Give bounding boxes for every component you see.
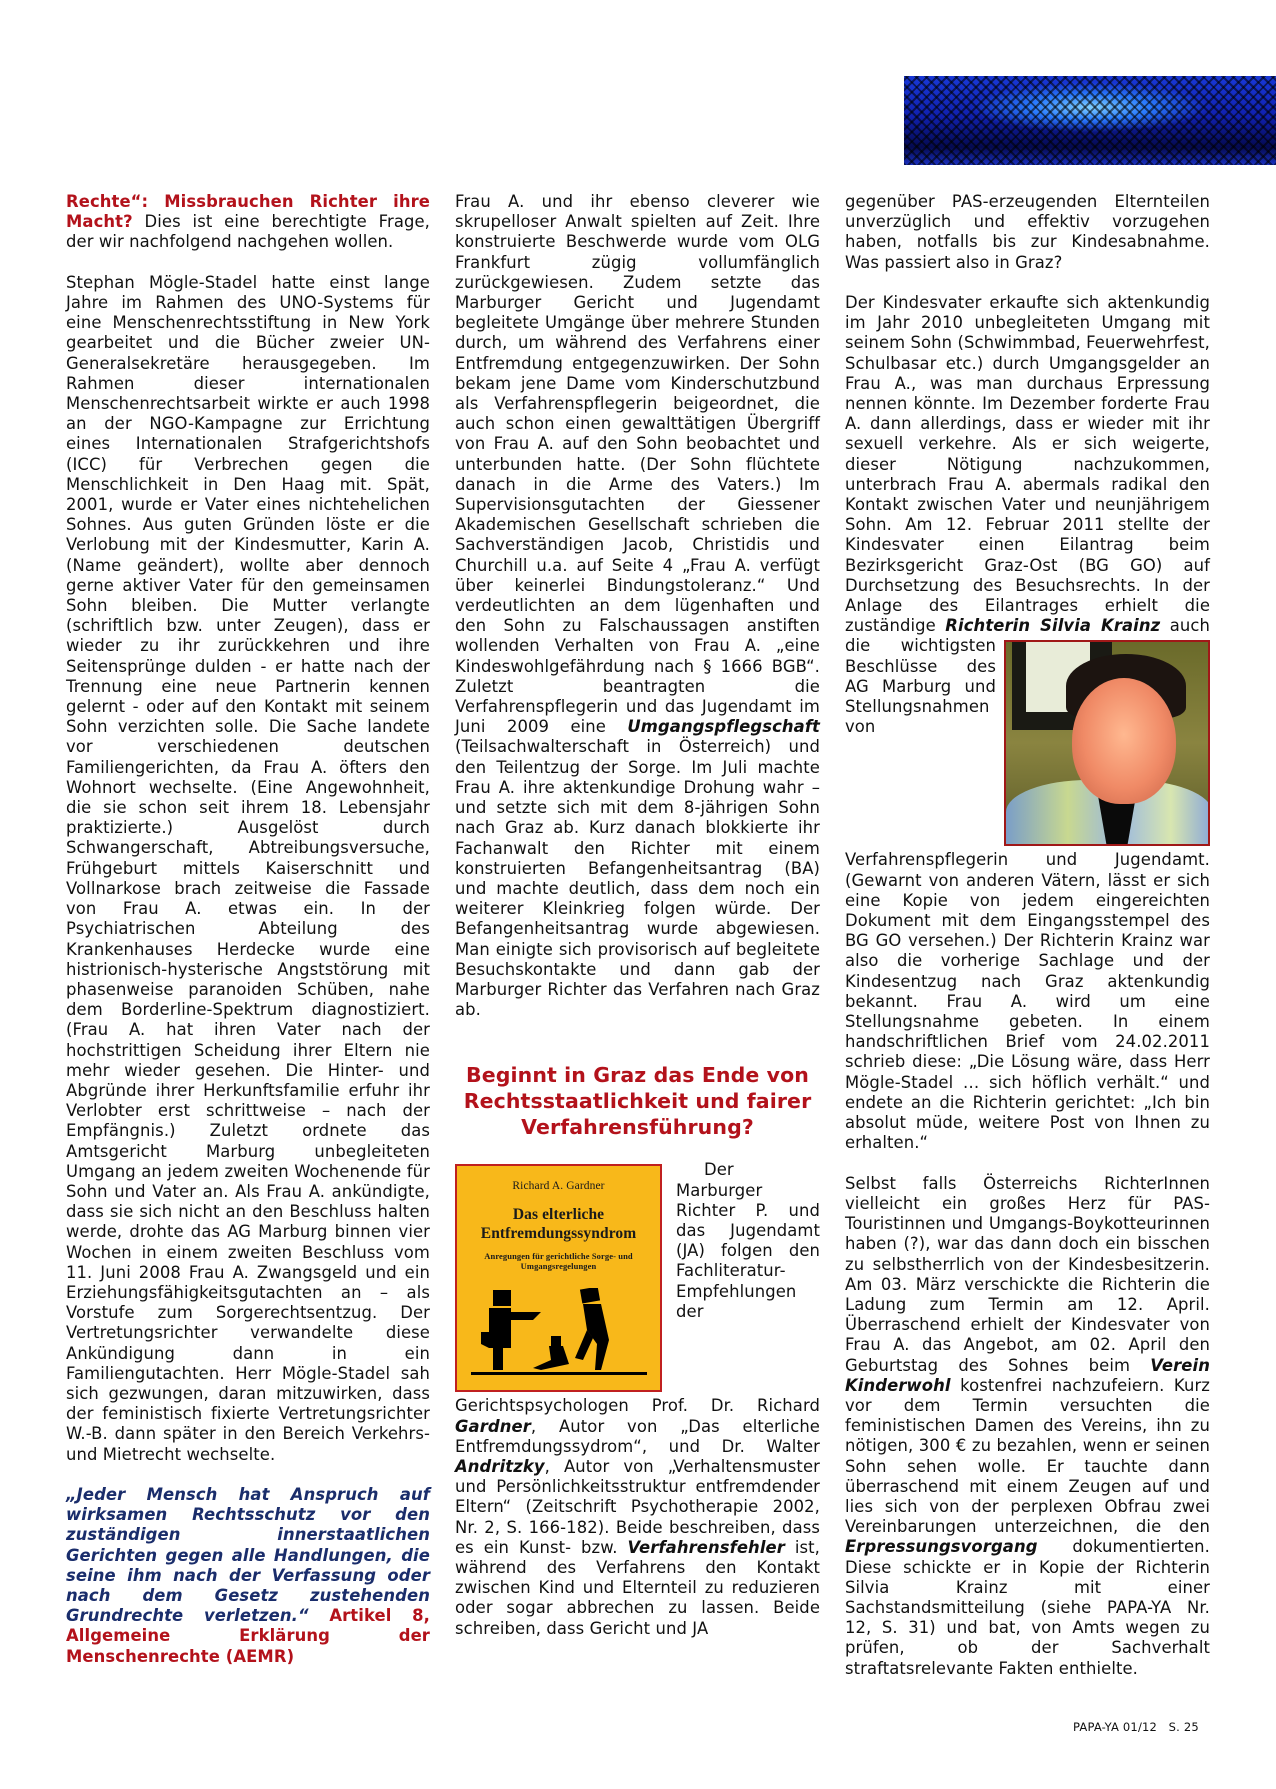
article-column-3 <box>845 192 1210 1699</box>
book-subtitle: Anregungen für gerichtliche Sorge- und Umgangsregelungen <box>484 1250 633 1272</box>
article-column-2 <box>455 192 820 1659</box>
emphasis-term: Verfahrensfehler <box>627 1537 785 1557</box>
author-name: Andritzky <box>455 1456 545 1476</box>
silhouette-figures-icon <box>471 1288 647 1378</box>
emphasis-term: Erpressungsvorgang <box>845 1537 1038 1557</box>
pull-quote <box>66 1485 430 1667</box>
section-headline: Beginnt in Graz das Ende von Rechtsstaatlichkeit und fairer Verfahrensführung? <box>463 1063 812 1140</box>
lead-question: Rechte“: Missbrauchen Richter ihre Macht? <box>66 192 430 232</box>
header-banner-image <box>904 76 1276 165</box>
body-paragraph: Selbst falls Österreichs RichterInnen vielleicht ein großes Herz für PAS-Touristinnen und Umgangs-Boykotteurinnen haben (?), war das dann doch ein bisschen zu selbstherrlich von der Kindesbesitzerin. Am 03. März verschickte die Richterin die Ladung zum Termin am 12. April. Überraschend erhielt der Kindesvater von Frau A. das Angebot, am 02. April den Geburtstag des Sohnes beim Verein Kinderwohl kostenfrei nachzufeiern. Kurz vor dem Termin versuchten die feministischen Damen des Vereins, ihn zu nötigen, 300 € zu bezahlen, wenn er seinen Sohn sehen wolle. Er tauchte dann überraschend mit einem Zeugen auf und lies sich von der perplexen Obfrau zwei Vereinbarungen unterzeichnen, die den Erpressungsvorgang dokumentierten. Diese schickte er in Kopie der Richterin Silvia Krainz mit einer Sachstandsmitteilung (siehe PAPA-YA Nr. 12, S. 31) und bat, von Amts wegen zu prüfen, ob der Sachverhalt straftatsrelevante Fakten enthielte. <box>845 1173 1210 1678</box>
judge-name: Richterin Silvia Krainz <box>945 616 1161 636</box>
page-number: S. 25 <box>1168 1720 1199 1734</box>
author-name: Gardner <box>455 1416 531 1436</box>
book-cover-image <box>455 1164 662 1392</box>
emphasis-term: Verein Kinderwohl <box>845 1355 1210 1395</box>
page-footer <box>1073 1720 1199 1734</box>
judge-portrait-photo <box>1004 640 1210 846</box>
body-paragraph: Frau A. und ihr ebenso cleverer wie skrupelloser Anwalt spielten auf Zeit. Ihre konstruierte Beschwerde wurde vom OLG Frankfurt zügig vollumfänglich zurückgewiesen. Zudem setzte das Marburger Gericht und Jugendamt begleitete Umgänge über mehrere Stunden durch, um während des Verfahrens einer Entfremdung entgegenzuwirken. Der Sohn bekam jene Dame vom Kinderschutzbund als Verfahrenspflegerin beigeordnet, die auch schon einen gewalttätigen Übergriff von Frau A. auf den Sohn beobachtet und unterbunden hatte. (Der Sohn flüchtete danach in die Arme des Vaters.) Im Supervisionsgutachten der Giessener Akademischen Gesellschaft schrieben die Sachverständigen Jacob, Christidis und Churchill u.a. auf Seite 4 „Frau A. verfügt über keinerlei Bindungstoleranz.“ Und verdeutlichten an dem lügenhaften und den Sohn zu Falschaussagen anstiften wollenden Verhalten von Frau A. „eine Kindeswohlgefährdung nach § 1666 BGB“. Zuletzt beantragten die Verfahrenspflegerin und das Jugendamt im Juni 2009 eine Umgangspflegschaft (Teilsachwalterschaft in Österreich) und den Teilentzug der Sorge. Im Juli machte Frau A. ihre aktenkundige Drohung wahr – und setzte sich mit dem 8-jährigen Sohn nach Graz ab. Kurz danach blokkierte ihr Fachanwalt den Richter mit einem konstruierten Befangenheitsantrag (BA) und machte deutlich, dass dem noch ein weiterer Kleinkrieg folgen würde. Der Befangenheitsantrag wurde abgewiesen. Man einigte sich provisorisch auf begleitete Besuchskontakte und dann gab der Marburger Richter das Verfahren nach Graz ab. <box>455 192 820 1020</box>
body-paragraph: Stephan Mögle-Stadel hatte einst lange Jahre im Rahmen des UNO-Systems für eine Menschenrechtsstiftung in New York gearbeitet und die Bücher zweier UN-Generalsekretäre herausgegeben. Im Rahmen dieser internationalen Menschenrechtsarbeit wirkte er auch 1998 an der NGO-Kampagne zur Errichtung eines Internationalen Strafgerichtshofs (ICC) für Verbrechen gegen die Menschlichkeit in Den Haag mit. Spät, 2001, wurde er Vater eines nichtehelichen Sohnes. Aus guten Gründen löste er die Verlobung mit der Kindesmutter, Karin A. (Name geändert), wollte aber dennoch gerne aktiver Vater für den gemeinsamen Sohn bleiben. Die Mutter verlangte (schriftlich bzw. unter Zeugen), dass er wieder zu ihr zurückkehren und ihre Seitensprünge dulden - er hatte nach der Trennung eine neue Partnerin kennen gelernt - oder auf den Kontakt mit seinem Sohn verzichten solle. Die Sache landete vor verschiedenen deutschen Familiengerichten, da Frau A. öfters den Wohnort wechselte. (Eine Angewohnheit, die sie schon seit ihrem 18. Lebensjahr praktizierte.) Ausgelöst durch Schwangerschaft, Abtreibungsversuche, Frühgeburt mittels Kaiserschnitt und Vollnarkose brach zeitweise die Fassade von Frau A. etwas ein. In der Psychiatrischen Abteilung des Krankenhauses Herdecke wurde eine histrionisch-hysterische Angststörung mit phasenweise paranoiden Schüben, nahe dem Borderline-Spektrum diagnostiziert. (Frau A. hat ihren Vater nach der hochstrittigen Scheidung ihrer Eltern nie mehr wieder gesehen. Die Hinter- und Abgründe ihrer Herkunftsfamilie erfuhr ihr Verlobter erst schrittweise – nach der Empfängnis.) Zuletzt ordnete das Amtsgericht Marburg unbegleiteten Umgang an jedem zweiten Wochenende für Sohn und Vater an. Als Frau A. ankündigte, dass sie sich nicht an den Beschluss halten werde, drohte das AG Marburg binnen vier Wochen in einem zweiten Beschluss vom 11. Juni 2008 Frau A. Zwangsgeld und ein Erziehungsfähigkeitsgutachten an – als Vorstufe zum Sorgerechtsentzug. Der Vertretungsrichter verwandelte diese Ankündigung dann in ein Familiengutachten. Herr Mögle-Stadel sah sich gezwungen, daran mitzuwirken, dass der feministisch fixierte Vertretungsrichter W.-B. dann später in den Bereich Verkehrs- und Mietrecht wechselte. <box>66 272 430 1464</box>
body-paragraph: gegenüber PAS-erzeugenden Elternteilen unverzüglich und effektiv vorzugehen haben, notfalls bis zur Kindesabnahme. Was passiert also in Graz? <box>845 192 1210 272</box>
quote-source: Artikel 8, Allgemeine Erklärung der Menschenrechte (AEMR) <box>66 1606 430 1666</box>
body-paragraph-with-book: Richard A. Gardner Das elterliche Entfremdungssyndrom Anregungen für gerichtliche Sorge- und Umgangsregelungen Der Marburger Richter P. und das Jugendamt (JA) folgen den Fachliteratur-Empfehlungen der Gerichtspsychologen Prof. Dr. Richard Gardner, Autor von „Das elterliche Entfremdungssydrom“, und Dr. Walter Andritzky, Autor von „Verhaltensmuster und Persönlichkeitsstruktur entfremdender Eltern“ (Zeitschrift Psychotherapie 2002, Nr. 2, S. 166-182). Beide beschreiben, dass es ein Kunst- bzw. Verfahrensfehler ist, während des Verfahrens den Kontakt zwischen Kind und Elternteil zu reduzieren oder sogar abbrechen zu lassen. Beide schreiben, dass Gericht und JA <box>455 1160 820 1638</box>
emphasis-term: Umgangspflegschaft <box>627 717 820 737</box>
article-column-1 <box>66 192 430 1687</box>
lead-paragraph: Rechte“: Missbrauchen Richter ihre Macht? Dies ist eine berechtigte Frage, der wir nachfolgend nachgehen wollen. <box>66 192 430 252</box>
book-author: Richard A. Gardner <box>512 1180 605 1193</box>
book-title: Das elterliche Entfremdungssyndrom <box>480 1205 637 1242</box>
issue-label: PAPA-YA 01/12 <box>1073 1720 1158 1734</box>
quote-text: „Jeder Mensch hat Anspruch auf wirksamen Rechtsschutz vor den zuständigen innerstaatlichen Gerichten gegen alle Handlungen, die seine ihm nach der Verfassung oder nach dem Gesetz zustehenden Grundrechte verletzen.“ <box>66 1484 430 1626</box>
body-paragraph-with-photo: Der Kindesvater erkaufte sich aktenkundig im Jahr 2010 unbegleiteten Umgang mit seinem Sohn (Schwimmbad, Feuerwehrfest, Schulbasar etc.) durch Umgangsgelder an Frau A., was man durchaus Erpressung nennen könnte. Im Dezember forderte Frau A. dann allerdings, dass er wieder mit ihr sexuell verkehre. Als er sich weigerte, dieser Nötigung nachzukommen, unterbrach Frau A. abermals radikal den Kontakt zwischen Vater und neunjährigem Sohn. Am 12. Februar 2011 stellte der Kindesvater einen Eilantrag beim Bezirksgericht Graz-Ost (BG GO) auf Durchsetzung des Besuchsrechts. In der Anlage des Eilantrages erhielt die zuständige Richterin Silvia Krainz auch die wichtigsten Beschlüsse des AG Marburg und Stellungsnahmen von Verfahrenspflegerin und Jugendamt. (Gewarnt von anderen Vätern, lässt er sich eine Kopie von jedem eingereichten Dokument mit dem Eingangsstempel des BG GO versehen.) Der Richterin Krainz war also die vorherige Sachlage und der Kindesentzug nach Graz aktenkundig bekannt. Frau A. wird um eine Stellungsnahme gebeten. In einem handschriftlichen Brief vom 24.02.2011 schrieb diese: „Die Lösung wäre, dass Herr Mögle-Stadel … sich höflich verhält.“ und endete an die Richterin gerichtet: „Ich bin absolut müde, weitere Post von Ihnen zu erhalten.“ <box>845 293 1210 1153</box>
